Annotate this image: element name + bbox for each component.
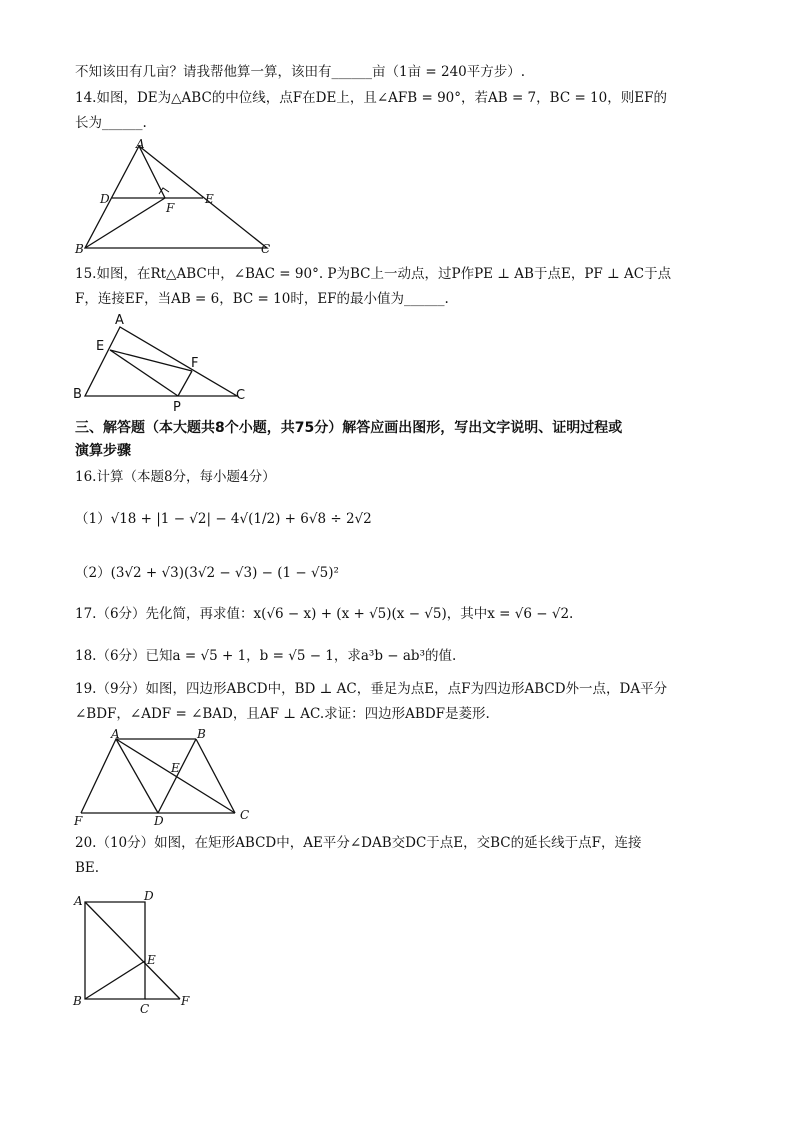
fig15-segment-fp (178, 371, 192, 396)
fig20-label-d: D (144, 889, 154, 903)
fig15-segment-ep (110, 350, 178, 396)
fig15-label-p: P (173, 400, 181, 415)
fig19-segments-fa-ac (81, 739, 235, 813)
text-line-1: 不知该田有几亩？请我帮他算一算，该田有______亩（1亩 = 240平方步）. (75, 64, 526, 80)
fig19-label-a: A (111, 727, 120, 741)
question-15-line-1: 15.如图，在Rt△ABC中，∠BAC = 90°. P为BC上一动点，过P作PE ⊥ AB于点E，PF ⊥ AC于点 (75, 266, 672, 282)
section-3-heading-cont: 演算步骤 (75, 443, 131, 459)
figure-19-quadrilateral (70, 727, 260, 827)
fig20-segment-af (85, 902, 180, 999)
fig14-label-a: A (136, 137, 145, 151)
question-18: 18.（6分）已知a = √5 + 1，b = √5 − 1，求a³b − ab³的值. (75, 648, 457, 664)
fig20-segment-be (85, 961, 145, 999)
fig14-label-b: B (75, 242, 84, 256)
fig19-label-e: E (171, 761, 180, 775)
fig15-segment-ef (110, 350, 192, 371)
fig14-label-c: C (261, 242, 271, 256)
question-15-line-2: F，连接EF，当AB = 6，BC = 10时，EF的最小值为______. (75, 291, 449, 307)
fig20-label-f: F (181, 994, 190, 1008)
fig20-label-b: B (73, 994, 82, 1008)
fig15-label-e: E (96, 339, 105, 354)
question-16-title: 16.计算（本题8分，每小题4分） (75, 469, 276, 485)
fig20-label-a: A (74, 894, 83, 908)
figure-15-triangle (68, 310, 258, 415)
fig14-triangle-abc (85, 146, 267, 248)
fig15-label-c: C (236, 388, 246, 403)
fig15-label-f: F (191, 356, 199, 371)
fig19-label-b: B (197, 727, 206, 741)
figure-14-triangle (70, 137, 280, 259)
fig20-label-c: C (140, 1002, 150, 1016)
question-14-line-1: 14.如图，DE为△ABC的中位线，点F在DE上，且∠AFB = 90°，若AB = 7，BC = 10，则EF的 (75, 90, 667, 106)
fig19-label-c: C (240, 808, 250, 822)
fig20-label-e: E (147, 953, 156, 967)
fig19-label-d: D (154, 814, 164, 827)
fig15-triangle-abc (85, 327, 237, 396)
question-20-line-1: 20.（10分）如图，在矩形ABCD中，AE平分∠DAB交DC于点E，交BC的延长线于点F，连接 (75, 835, 642, 851)
question-19-line-2: ∠BDF，∠ADF = ∠BAD，且AF ⊥ AC.求证：四边形ABDF是菱形. (75, 706, 490, 722)
fig19-segment-bc (196, 739, 235, 813)
fig19-segment-bd (158, 739, 196, 813)
fig14-label-f: F (166, 201, 175, 215)
fig15-label-b: B (73, 387, 82, 402)
question-16-part-1: （1）√18 + |1 − √2| − 4√(1/2) + 6√8 ÷ 2√2 (75, 511, 372, 527)
fig14-label-d: D (100, 192, 110, 206)
section-3-heading: 三、解答题（本大题共8个小题，共75分）解答应画出图形，写出文字说明、证明过程或 (75, 420, 623, 436)
question-16-part-2: （2）(3√2 + √3)(3√2 − √3) − (1 − √5)² (75, 565, 339, 581)
fig19-segment-ad (116, 739, 158, 813)
question-14-line-2: 长为______. (75, 115, 147, 131)
fig15-label-a: A (115, 313, 124, 328)
fig20-rectangle-abcd (85, 902, 145, 999)
fig19-label-f: F (74, 814, 83, 827)
question-20-line-2: BE. (75, 860, 100, 876)
fig14-segment-bf (85, 198, 165, 248)
question-19-line-1: 19.（9分）如图，四边形ABCD中，BD ⊥ AC，垂足为点E，点F为四边形ABCD外一点，DA平分 (75, 681, 668, 697)
figure-20-rectangle (68, 887, 208, 1017)
question-17: 17.（6分）先化简，再求值：x(√6 − x) + (x + √5)(x − √5)，其中x = √6 − √2. (75, 606, 574, 622)
fig14-label-e: E (205, 192, 214, 206)
